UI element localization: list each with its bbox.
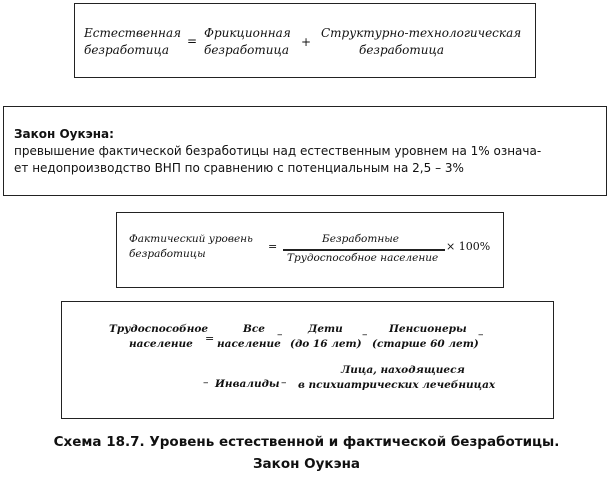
- equals-sign: =: [187, 34, 198, 48]
- fraction-denominator: Трудоспособное население: [287, 252, 439, 264]
- okun-law-box: [3, 106, 607, 196]
- minus-sign: –: [478, 328, 484, 341]
- all-population-line1: Все: [243, 323, 265, 335]
- all-population-line2: население: [217, 338, 281, 350]
- frictional-unemployment-label-line2: безработица: [204, 43, 289, 57]
- minus-sign: –: [281, 376, 287, 389]
- minus-sign: –: [362, 328, 368, 341]
- able-bodied-lhs-line2: население: [129, 338, 193, 350]
- okun-law-text-line2: ет недопроизводство ВНП по сравнению с потенциальным на 2,5 – 3%: [14, 161, 464, 175]
- natural-unemployment-box: [74, 3, 536, 78]
- minus-sign: –: [277, 328, 283, 341]
- okun-law-text-line1: превышение фактической безработицы над естественным уровнем на 1% означа-: [14, 144, 542, 158]
- fraction-numerator: Безработные: [322, 233, 400, 245]
- disabled-persons: Инвалиды: [215, 378, 280, 390]
- children-line1: Дети: [308, 323, 343, 335]
- natural-unemployment-label-line1: Естественная: [84, 26, 182, 40]
- children-line2: (до 16 лет): [290, 338, 362, 350]
- structural-unemployment-label-line1: Структурно-технологическая: [321, 26, 522, 40]
- rate-lhs-line2: безработицы: [129, 248, 206, 260]
- able-bodied-population-box: [61, 301, 554, 419]
- able-bodied-lhs-line1: Трудоспособное: [109, 323, 209, 335]
- frictional-unemployment-label-line1: Фрикционная: [204, 26, 291, 40]
- figure-caption-line2: Закон Оукэна: [252, 456, 361, 472]
- psychiatric-patients-line1: Лица, находящиеся: [341, 364, 465, 376]
- okun-law-title: Закон Оукэна:: [14, 127, 114, 141]
- pensioners-line2: (старше 60 лет): [372, 338, 479, 350]
- natural-unemployment-label-line2: безработица: [84, 43, 169, 57]
- rate-lhs-line1: Фактический уровень: [129, 233, 253, 245]
- psychiatric-patients-line2: в психиатрических лечебницах: [298, 379, 496, 391]
- structural-unemployment-label-line2: безработица: [359, 43, 444, 57]
- plus-sign: +: [301, 35, 312, 49]
- figure-caption-line1: Схема 18.7. Уровень естественной и фактической безработицы.: [53, 434, 560, 450]
- pensioners-line1: Пенсионеры: [389, 323, 467, 335]
- equals-sign: =: [205, 332, 215, 345]
- times-100-percent: × 100%: [446, 240, 491, 253]
- minus-sign: –: [203, 376, 209, 389]
- fraction-bar: [283, 249, 445, 251]
- unemployment-rate-formula-box: [116, 212, 504, 288]
- equals-sign: =: [268, 240, 278, 253]
